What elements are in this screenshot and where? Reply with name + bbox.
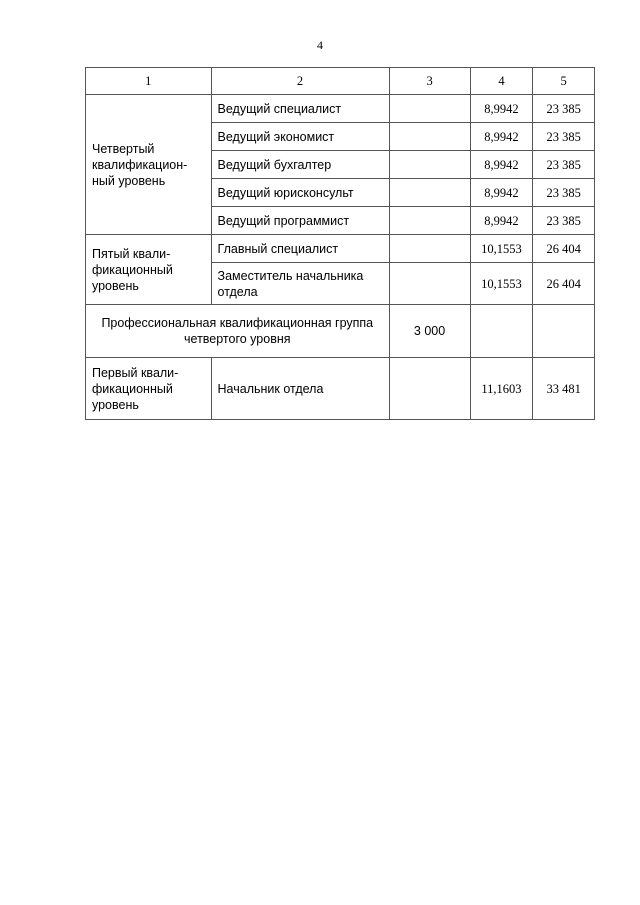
- empty-cell: [389, 207, 470, 235]
- page-number: 4: [317, 38, 323, 52]
- coefficient-cell: 8,9942: [470, 179, 533, 207]
- position-cell: Начальник отдела: [211, 358, 389, 420]
- qualification-level-label: Пятый квали-фикационный уровень: [86, 235, 212, 305]
- column-header: 2: [211, 68, 389, 95]
- base-salary-cell: 3 000: [389, 305, 470, 358]
- position-cell: Заместитель начальника отдела: [211, 263, 389, 305]
- position-cell: Ведущий специалист: [211, 95, 389, 123]
- empty-cell: [389, 358, 470, 420]
- salary-cell: 23 385: [533, 95, 595, 123]
- group-label: Профессиональная квалификационная группа четвертого уровня: [86, 305, 390, 358]
- empty-cell: [389, 235, 470, 263]
- qualification-level-label: Четвертый квалификацион-ный уровень: [86, 95, 212, 235]
- salary-cell: 23 385: [533, 123, 595, 151]
- position-cell: Ведущий бухгалтер: [211, 151, 389, 179]
- position-cell: Главный специалист: [211, 235, 389, 263]
- column-header: 3: [389, 68, 470, 95]
- empty-cell: [470, 305, 533, 358]
- empty-cell: [389, 263, 470, 305]
- position-cell: Ведущий программист: [211, 207, 389, 235]
- coefficient-cell: 10,1553: [470, 263, 533, 305]
- salary-table: [85, 67, 595, 420]
- empty-cell: [389, 95, 470, 123]
- coefficient-cell: 8,9942: [470, 151, 533, 179]
- table-row: [86, 95, 595, 123]
- column-header: 5: [533, 68, 595, 95]
- group-row: [86, 305, 595, 358]
- qualification-level-label: Первый квали-фикационный уровень: [86, 358, 212, 420]
- empty-cell: [389, 123, 470, 151]
- empty-cell: [389, 179, 470, 207]
- salary-cell: 23 385: [533, 151, 595, 179]
- table-row: [86, 235, 595, 263]
- table-row: [86, 358, 595, 420]
- salary-cell: 26 404: [533, 235, 595, 263]
- salary-cell: 23 385: [533, 179, 595, 207]
- salary-cell: 33 481: [533, 358, 595, 420]
- coefficient-cell: 8,9942: [470, 207, 533, 235]
- column-header: 4: [470, 68, 533, 95]
- column-header: 1: [86, 68, 212, 95]
- salary-cell: 26 404: [533, 263, 595, 305]
- table-header-row: [86, 68, 595, 95]
- empty-cell: [389, 151, 470, 179]
- empty-cell: [533, 305, 595, 358]
- position-cell: Ведущий юрисконсульт: [211, 179, 389, 207]
- coefficient-cell: 8,9942: [470, 123, 533, 151]
- position-cell: Ведущий экономист: [211, 123, 389, 151]
- salary-cell: 23 385: [533, 207, 595, 235]
- coefficient-cell: 11,1603: [470, 358, 533, 420]
- coefficient-cell: 8,9942: [470, 95, 533, 123]
- coefficient-cell: 10,1553: [470, 235, 533, 263]
